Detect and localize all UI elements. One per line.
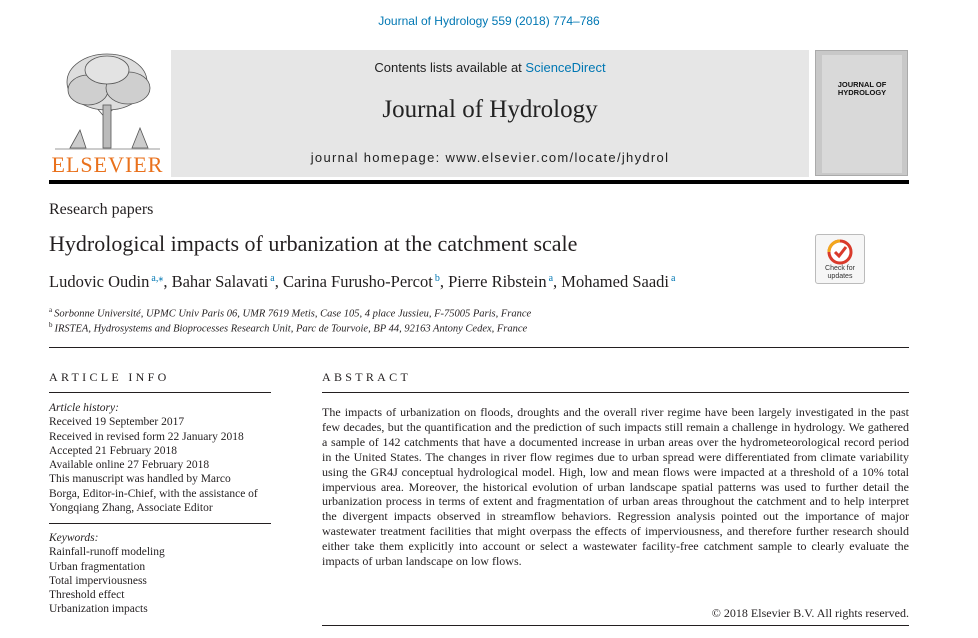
keyword-item: Threshold effect xyxy=(49,589,125,602)
history-item: Borga, Editor-in-Chief, with the assistance of xyxy=(49,487,258,500)
history-label: Article history: xyxy=(49,402,119,414)
history-item: Available online 27 February 2018 xyxy=(49,459,210,472)
author-name[interactable]: Carina Furusho-Percot xyxy=(282,272,433,291)
keyword-item: Urban fragmentation xyxy=(49,560,146,573)
affiliation-text: Sorbonne Université, UPMC Univ Paris 06, UMR 7619 Metis, Case 105, 4 place Jussieu, F-75005 Paris, France xyxy=(54,308,532,320)
check-for-updates-button[interactable] xyxy=(815,234,865,284)
author-list xyxy=(49,272,675,292)
homepage-url-link[interactable]: www.elsevier.com/locate/jhydrol xyxy=(445,150,670,165)
author-affiliation-mark[interactable]: b xyxy=(434,273,440,284)
author-name[interactable]: Bahar Salavati xyxy=(171,272,269,291)
article-info-heading: ARTICLE INFO xyxy=(49,370,170,384)
sciencedirect-link[interactable]: ScienceDirect xyxy=(525,60,606,75)
check-updates-line2: updates xyxy=(827,273,853,280)
abstract-rule xyxy=(322,392,909,393)
history-item: This manuscript was handled by Marco xyxy=(49,473,231,486)
affiliation-mark: a xyxy=(49,306,53,314)
keyword-list xyxy=(49,545,274,616)
author-affiliation-mark[interactable]: a xyxy=(670,273,676,284)
abstract-bottom-rule xyxy=(322,625,909,626)
keyword-item: Rainfall-runoff modeling xyxy=(49,546,165,559)
article-history xyxy=(49,401,274,515)
author-separator: , xyxy=(439,272,449,291)
article-info-rule xyxy=(49,392,271,393)
journal-title: Journal of Hydrology xyxy=(382,96,598,123)
check-for-updates-icon xyxy=(816,235,864,283)
author-affiliation-mark[interactable]: a xyxy=(270,273,275,284)
author-affiliation-mark[interactable]: a xyxy=(548,273,554,284)
keywords-label: Keywords: xyxy=(49,532,99,544)
header-rule xyxy=(49,180,909,184)
journal-citation-link[interactable]: Journal of Hydrology 559 (2018) 774–786 xyxy=(378,14,600,28)
author-name[interactable]: Ludovic Oudin xyxy=(49,272,150,291)
contents-prefix: Contents lists available at xyxy=(374,60,526,75)
keyword-item: Urbanization impacts xyxy=(49,603,148,616)
keywords-block xyxy=(49,531,274,617)
check-updates-line1: Check for xyxy=(825,265,855,272)
author-separator: , xyxy=(274,272,283,291)
author-separator: , xyxy=(163,272,172,291)
history-item: Yongqiang Zhang, Associate Editor xyxy=(49,502,213,515)
author-separator: , xyxy=(553,272,562,291)
abstract-text: The impacts of urbanization on floods, droughts and the overall river regime have been largely investigated in the past few decades, but the quantification and the prediction of such impacts still remain a challenge in hydrology. We gathered a sample of 142 catchments that have a documented increase in urban areas over the hydrometeorological record period in the United States. The changes in river flow regimes due to urban spread were differentiated from climate variability using the GR4J conceptual hydrological model. High, low and mean flows were impacted at a threshold of a 10% total impervious area. Moreover, the historical evolution of urban landscape spatial patterns was used to further detail the urbanization process in terms of extent and fragmentation of urban areas throughout the catchment and to help interpret the divergent impacts observed in streamflow behaviors. Regression analysis pointed out the importance of major wastewater treatment facilities that might overpass the effects of imperviousness, and therefore further research should either take them explicitly into account or select a wastewater facility-free catchment sample to clearly evaluate the impacts of urban landscape on low flows. xyxy=(322,405,909,569)
journal-homepage-line xyxy=(171,150,809,165)
journal-cover-thumbnail[interactable] xyxy=(815,50,908,176)
affiliation-text: IRSTEA, Hydrosystems and Bioprocesses Research Unit, Parc de Tourvoie, BP 44, 92163 Antony Cedex, France xyxy=(54,323,528,335)
abstract-heading: ABSTRACT xyxy=(322,370,412,384)
cover-title: JOURNAL OF HYDROLOGY xyxy=(837,80,887,97)
history-item: Received 19 September 2017 xyxy=(49,416,185,429)
history-item: Received in revised form 22 January 2018 xyxy=(49,430,244,443)
copyright-notice: © 2018 Elsevier B.V. All rights reserved. xyxy=(711,606,909,620)
contents-line xyxy=(171,60,809,75)
author-name[interactable]: Pierre Ribstein xyxy=(448,272,547,291)
paper-title: Hydrological impacts of urbanization at the catchment scale xyxy=(49,231,578,256)
affiliation-rule xyxy=(49,347,909,348)
keywords-rule xyxy=(49,523,271,524)
affiliation-b xyxy=(49,321,527,335)
cover-image xyxy=(822,55,902,173)
author-affiliation-mark[interactable]: a,⁎ xyxy=(151,273,164,284)
affiliation-a xyxy=(49,306,531,320)
section-label: Research papers xyxy=(49,201,154,218)
elsevier-logo-text: ELSEVIER xyxy=(51,152,164,177)
affiliation-mark: b xyxy=(49,321,53,329)
keyword-item: Total imperviousness xyxy=(49,574,147,587)
author-name[interactable]: Mohamed Saadi xyxy=(561,272,669,291)
homepage-prefix: journal homepage: xyxy=(310,150,446,165)
history-item: Accepted 21 February 2018 xyxy=(49,444,178,457)
history-list xyxy=(49,415,274,515)
